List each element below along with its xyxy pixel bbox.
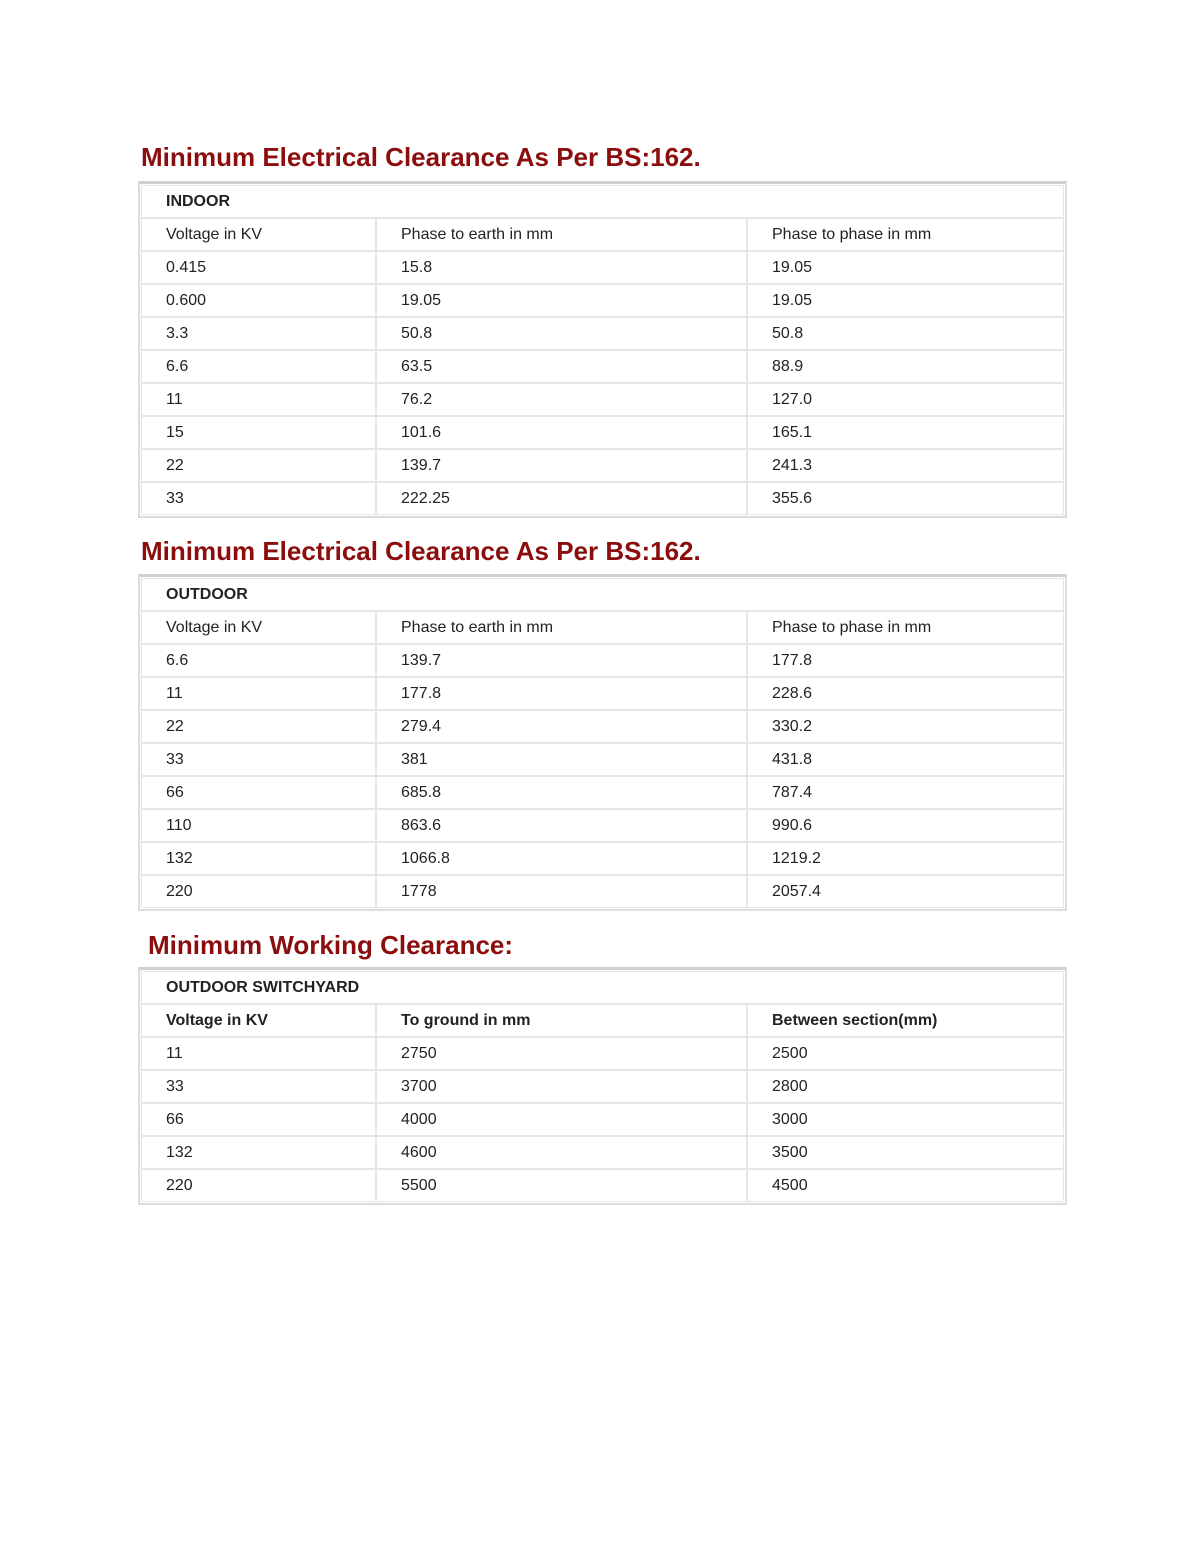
table-cell: 990.6 [748, 810, 1063, 841]
outdoor-clearance-table [138, 574, 1067, 911]
table-row [142, 876, 1063, 907]
table-cell: 139.7 [377, 450, 746, 481]
table-cell: 50.8 [377, 318, 746, 349]
column-header: Voltage in KV [142, 219, 375, 250]
table-heading: OUTDOOR [142, 579, 1063, 610]
table-cell: 110 [142, 810, 375, 841]
table-cell: 431.8 [748, 744, 1063, 775]
table-cell: 2500 [748, 1038, 1063, 1069]
table-row [142, 252, 1063, 283]
table-cell: 4500 [748, 1170, 1063, 1201]
table-row [142, 417, 1063, 448]
section-title-working-clearance: Minimum Working Clearance: [148, 930, 514, 960]
table-row [142, 1071, 1063, 1102]
table-cell: 355.6 [748, 483, 1063, 514]
table-cell: 1066.8 [377, 843, 746, 874]
table-heading: OUTDOOR SWITCHYARD [142, 972, 1063, 1003]
table-row [142, 843, 1063, 874]
table-row [142, 645, 1063, 676]
table-heading: INDOOR [142, 186, 1063, 217]
table-cell: 22 [142, 711, 375, 742]
column-header-row [142, 219, 1063, 250]
table-row [142, 810, 1063, 841]
table-row [142, 483, 1063, 514]
table-cell: 127.0 [748, 384, 1063, 415]
table-cell: 2750 [377, 1038, 746, 1069]
table-cell: 11 [142, 1038, 375, 1069]
indoor-clearance-table [138, 181, 1067, 518]
table-cell: 1219.2 [748, 843, 1063, 874]
table-row [142, 450, 1063, 481]
table-cell: 2800 [748, 1071, 1063, 1102]
table-cell: 33 [142, 744, 375, 775]
table-heading-row [142, 579, 1063, 610]
table-cell: 22 [142, 450, 375, 481]
table-cell: 330.2 [748, 711, 1063, 742]
column-header: To ground in mm [377, 1005, 746, 1036]
column-header: Between section(mm) [748, 1005, 1063, 1036]
table-cell: 3500 [748, 1137, 1063, 1168]
table-cell: 50.8 [748, 318, 1063, 349]
column-header: Voltage in KV [142, 612, 375, 643]
table-cell: 863.6 [377, 810, 746, 841]
table-cell: 6.6 [142, 351, 375, 382]
column-header: Phase to phase in mm [748, 612, 1063, 643]
table-cell: 0.600 [142, 285, 375, 316]
table-row [142, 744, 1063, 775]
table-cell: 76.2 [377, 384, 746, 415]
column-header: Voltage in KV [142, 1005, 375, 1036]
table-cell: 1778 [377, 876, 746, 907]
table-row [142, 777, 1063, 808]
table-cell: 33 [142, 483, 375, 514]
table-cell: 228.6 [748, 678, 1063, 709]
table-cell: 66 [142, 777, 375, 808]
table-row [142, 318, 1063, 349]
table-cell: 165.1 [748, 417, 1063, 448]
section-title-outdoor: Minimum Electrical Clearance As Per BS:162. [141, 536, 701, 566]
column-header: Phase to earth in mm [377, 612, 746, 643]
table-cell: 5500 [377, 1170, 746, 1201]
table-row [142, 711, 1063, 742]
table-heading-row [142, 186, 1063, 217]
table-cell: 685.8 [377, 777, 746, 808]
column-header-row [142, 612, 1063, 643]
table-cell: 6.6 [142, 645, 375, 676]
table-cell: 132 [142, 1137, 375, 1168]
table-cell: 787.4 [748, 777, 1063, 808]
table-heading-row [142, 972, 1063, 1003]
table-cell: 220 [142, 1170, 375, 1201]
table-cell: 2057.4 [748, 876, 1063, 907]
table-row [142, 1104, 1063, 1135]
table-cell: 241.3 [748, 450, 1063, 481]
table-cell: 4000 [377, 1104, 746, 1135]
table-row [142, 1170, 1063, 1201]
switchyard-clearance-table [138, 967, 1067, 1205]
table-row [142, 1137, 1063, 1168]
table-cell: 3000 [748, 1104, 1063, 1135]
table-cell: 4600 [377, 1137, 746, 1168]
table-cell: 3700 [377, 1071, 746, 1102]
table-row [142, 285, 1063, 316]
table-cell: 3.3 [142, 318, 375, 349]
table-cell: 33 [142, 1071, 375, 1102]
table-row [142, 384, 1063, 415]
table-cell: 63.5 [377, 351, 746, 382]
column-header-row [142, 1005, 1063, 1036]
table-cell: 11 [142, 384, 375, 415]
table-cell: 139.7 [377, 645, 746, 676]
table-cell: 15.8 [377, 252, 746, 283]
table-cell: 222.25 [377, 483, 746, 514]
table-cell: 0.415 [142, 252, 375, 283]
table-cell: 19.05 [377, 285, 746, 316]
section-title-indoor: Minimum Electrical Clearance As Per BS:162. [141, 142, 701, 172]
table-cell: 132 [142, 843, 375, 874]
table-cell: 279.4 [377, 711, 746, 742]
table-row [142, 1038, 1063, 1069]
table-cell: 220 [142, 876, 375, 907]
table-cell: 11 [142, 678, 375, 709]
table-cell: 177.8 [748, 645, 1063, 676]
table-cell: 15 [142, 417, 375, 448]
table-cell: 88.9 [748, 351, 1063, 382]
column-header: Phase to phase in mm [748, 219, 1063, 250]
table-cell: 381 [377, 744, 746, 775]
table-row [142, 351, 1063, 382]
table-cell: 101.6 [377, 417, 746, 448]
table-cell: 66 [142, 1104, 375, 1135]
table-cell: 19.05 [748, 252, 1063, 283]
table-row [142, 678, 1063, 709]
table-cell: 19.05 [748, 285, 1063, 316]
table-cell: 177.8 [377, 678, 746, 709]
column-header: Phase to earth in mm [377, 219, 746, 250]
